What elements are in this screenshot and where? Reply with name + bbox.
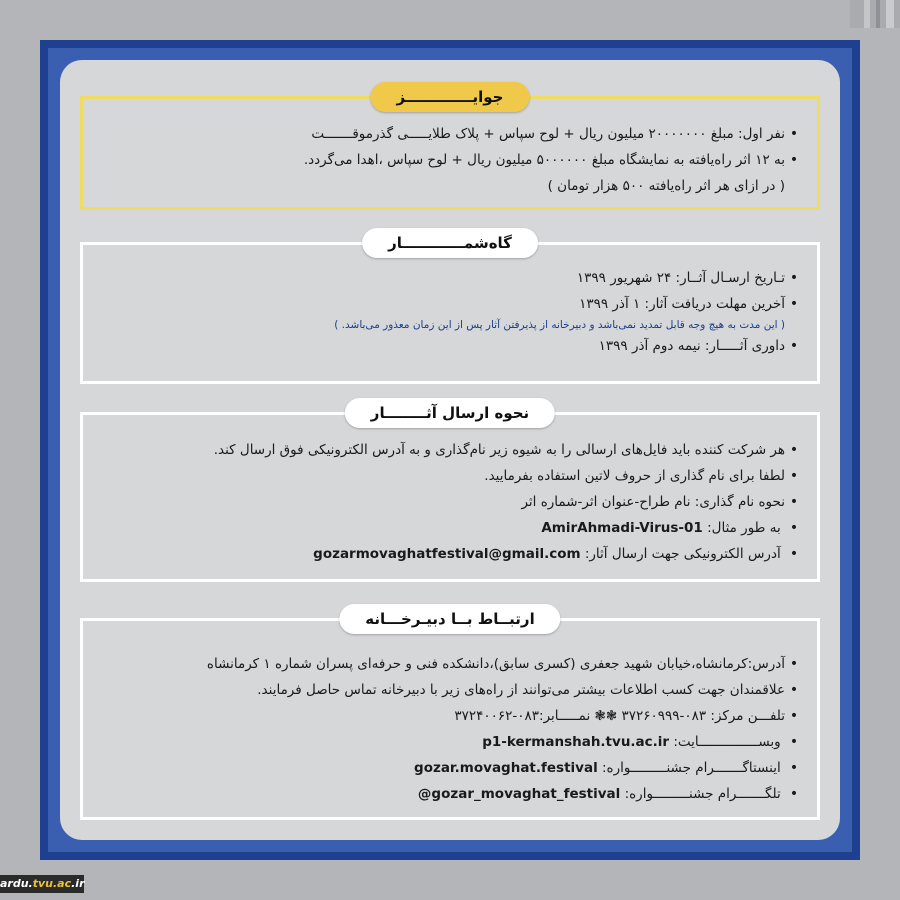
prizes-title: جوایـــــــــــــز — [371, 82, 530, 112]
email-link[interactable]: gozarmovaghatfestival@gmail.com — [313, 546, 581, 562]
website-item — [97, 729, 803, 755]
website-label: وبســـــــــــــــایت: — [673, 734, 781, 750]
list-item: • به ۱۲ اثر راه‌یافته به نمایشگاه مبلغ ۵۰۰۰۰۰۰ میلیون ریال + لوح سپاس ،اهدا می‌گردد. — [97, 147, 803, 173]
footer-url-prefix: ardu. — [0, 877, 33, 890]
list-item: • علاقمندان جهت کسب اطلاعات بیشتر می‌توانند از راه‌های زیر با دبیرخانه تماس حاصل فرمایند. — [97, 677, 803, 703]
contact-title: ارتبــاط بــا دبیـرخـــانه — [339, 604, 560, 634]
list-item: • آدرس:کرمانشاه،خیابان شهید جعفری (کسری سابق)،دانشکده فنی و حرفه‌ای پسران شماره ۱ کرمانشاه — [97, 651, 803, 677]
instagram-link[interactable]: gozar.movaghat.festival — [414, 760, 598, 776]
corner-decoration-icon — [850, 0, 900, 28]
instagram-label: اینستاگـــــــرام جشنـــــــــواره: — [602, 760, 781, 776]
example-item — [97, 515, 803, 541]
telegram-item — [97, 781, 803, 807]
footer-url-suffix: .ir — [71, 877, 85, 890]
footer-url-badge[interactable] — [0, 875, 84, 893]
deadline-note: ( این مدت به هیچ وجه قابل تمدید نمی‌باشد و دبیرخانه از پذیرفتن آثار پس از این زمان معذور می‌باشد. ) — [334, 319, 785, 331]
submission-list — [97, 437, 803, 567]
example-label: به طور مثال: — [707, 520, 781, 536]
phone-item: • تلفـــن مرکز: ۰۸۳-۳۷۲۶۰۹۹۹ ❃❃ نمـــــابر:۰۸۳-۳۷۲۴۰۰۶۲ — [97, 703, 803, 729]
submission-section — [80, 404, 820, 582]
email-label: آدرس الکترونیکی جهت ارسال آثار: — [584, 546, 781, 562]
telegram-label: تلگـــــــرام جشنـــــــــواره: — [624, 786, 781, 802]
instagram-item — [97, 755, 803, 781]
list-item: • تـاریخ ارسـال آثــار: ۲۴ شهریور ۱۳۹۹ — [97, 265, 803, 291]
contact-section — [80, 610, 820, 820]
list-item: • لطفا برای نام گذاری از حروف لاتین استفاده بفرمایید. — [97, 463, 803, 489]
list-item: • آخرین مهلت دریافت آثار: ۱ آذر ۱۳۹۹ — [97, 291, 803, 317]
list-item: • نحوه نام گذاری: نام طراح-عنوان اثر-شماره اثر — [97, 489, 803, 515]
footer-url-accent: tvu.ac — [32, 877, 72, 890]
prizes-section — [80, 88, 820, 210]
list-item: • داوری آثـــــار: نیمه دوم آذر ۱۳۹۹ — [97, 333, 803, 359]
prizes-list — [97, 121, 803, 199]
calendar-section — [80, 234, 820, 384]
submission-title: نحوه ارسال آثــــــــار — [345, 398, 555, 428]
list-item: • نفر اول: مبلغ ۲۰۰۰۰۰۰۰ میلیون ریال + لوح سپاس + پلاک طلایـــــی گذرموقـــــــت — [97, 121, 803, 147]
prizes-note: ( در ازای هر اثر راه‌یافته ۵۰۰ هزار تومان ) — [547, 178, 785, 194]
email-item — [97, 541, 803, 567]
example-value: AmirAhmadi-Virus-01 — [541, 520, 703, 536]
website-link[interactable]: p1-kermanshah.tvu.ac.ir — [482, 734, 670, 750]
calendar-title: گاه‌شمــــــــــــار — [362, 228, 538, 258]
telegram-link[interactable]: @gozar_movaghat_festival — [417, 786, 621, 802]
list-item: • هر شرکت کننده باید فایل‌های ارسالی را به شیوه زیر نام‌گذاری و به آدرس الکترونیکی فوق ارسال کند. — [97, 437, 803, 463]
calendar-list — [97, 265, 803, 359]
contact-list — [97, 651, 803, 807]
